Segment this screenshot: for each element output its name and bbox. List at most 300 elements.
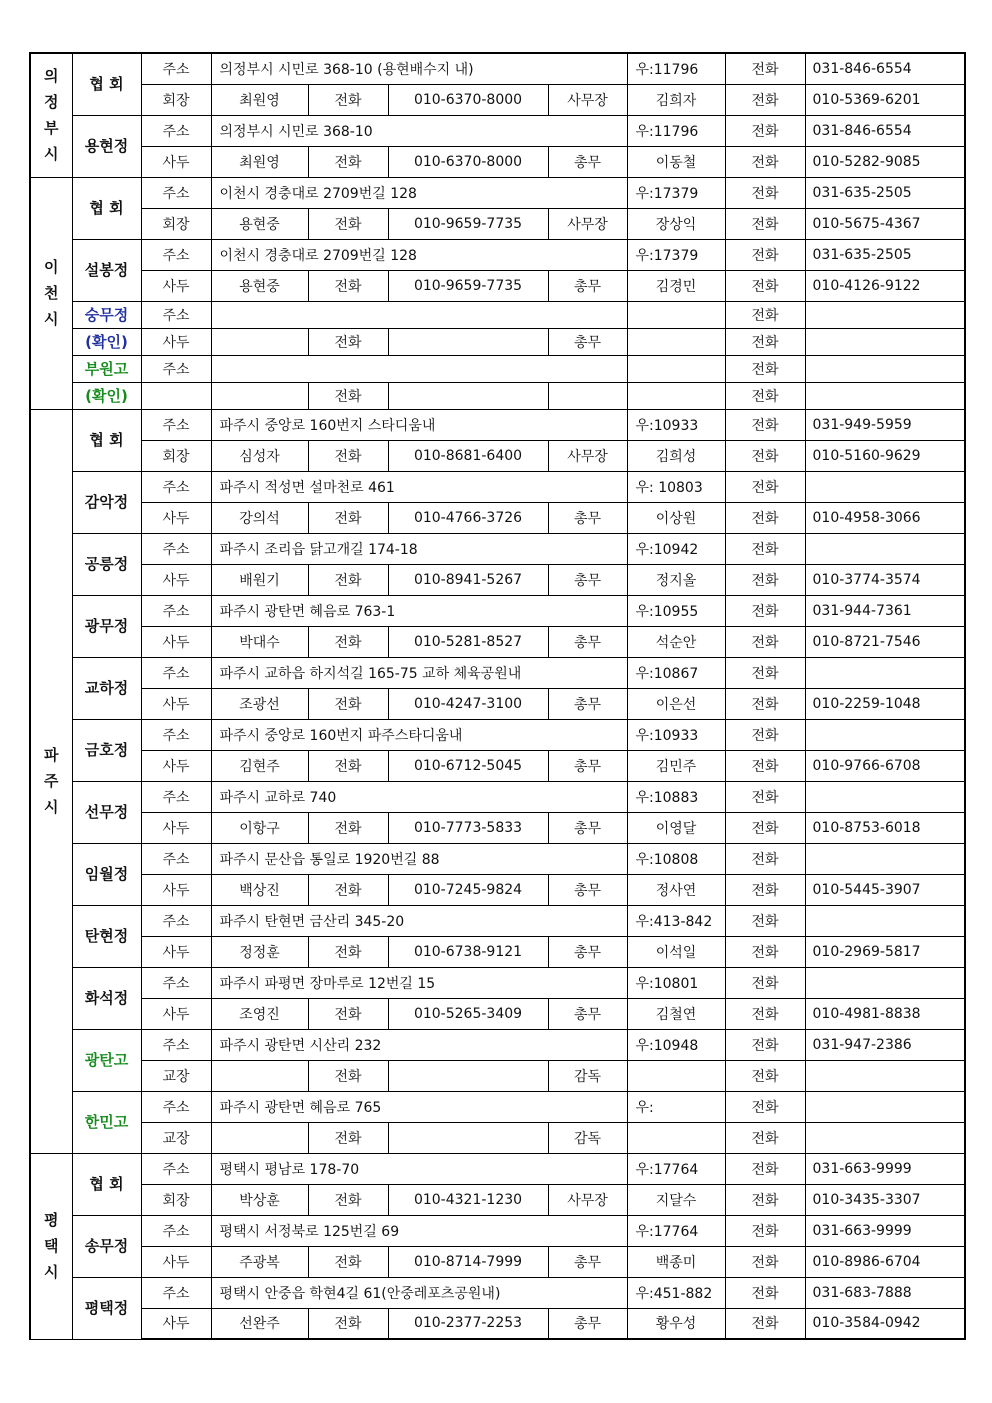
org-name: 임월정: [72, 843, 141, 905]
office-tel-label: 전화: [725, 595, 805, 626]
person1-name: 배원기: [211, 564, 308, 595]
contact-row: [30, 84, 965, 115]
person2-name: 장상익: [627, 208, 725, 239]
phone2-value: 010-2969-5817: [805, 936, 965, 967]
address-value: 평택시 안중읍 학현4길 61(안중레포츠공원내): [211, 1277, 627, 1308]
office-tel-value: [805, 905, 965, 936]
phone1-value: [388, 1060, 548, 1091]
person1-name: 최원영: [211, 84, 308, 115]
role1-label: 사두: [141, 328, 211, 355]
phone1-value: [388, 382, 548, 409]
zip-code: 우:451-882: [627, 1277, 725, 1308]
phone2-label: 전화: [725, 626, 805, 657]
phone2-value: 010-8986-6704: [805, 1246, 965, 1277]
zip-code: [627, 301, 725, 328]
zip-code: 우:413-842: [627, 905, 725, 936]
office-tel-label: 전화: [725, 409, 805, 440]
address-value: 파주시 탄현면 금산리 345-20: [211, 905, 627, 936]
address-row: [30, 115, 965, 146]
address-row: [30, 1277, 965, 1308]
office-tel-value: 031-846-6554: [805, 53, 965, 84]
phone1-label: 전화: [308, 874, 388, 905]
city-cell: [30, 53, 72, 177]
org-name: 광무정: [72, 595, 141, 657]
phone1-value: 010-5265-3409: [388, 998, 548, 1029]
role1-label: 회장: [141, 1184, 211, 1215]
office-tel-label: 전화: [725, 177, 805, 208]
person2-name: 황우성: [627, 1308, 725, 1339]
phone2-value: 010-5282-9085: [805, 146, 965, 177]
phone1-value: 010-7773-5833: [388, 812, 548, 843]
city-cell: [30, 177, 72, 409]
zip-code: 우:11796: [627, 115, 725, 146]
role1-label: 사두: [141, 146, 211, 177]
phone2-value: 010-5369-6201: [805, 84, 965, 115]
role2-label: 총무: [548, 328, 627, 355]
address-label: 주소: [141, 1029, 211, 1060]
org-name: 협 회: [72, 1153, 141, 1215]
address-row: [30, 355, 965, 382]
phone2-value: [805, 1060, 965, 1091]
office-tel-value: 031-949-5959: [805, 409, 965, 440]
role2-label: 사무장: [548, 440, 627, 471]
person2-name: 김희성: [627, 440, 725, 471]
role2-label: 총무: [548, 688, 627, 719]
zip-code: 우:10942: [627, 533, 725, 564]
phone1-label: 전화: [308, 812, 388, 843]
address-row: [30, 1215, 965, 1246]
phone2-label: 전화: [725, 750, 805, 781]
role2-label: 총무: [548, 750, 627, 781]
person2-name: 이동철: [627, 146, 725, 177]
office-tel-label: 전화: [725, 967, 805, 998]
phone2-value: [805, 382, 965, 409]
person1-name: [211, 1060, 308, 1091]
address-row: [30, 53, 965, 84]
address-row: [30, 595, 965, 626]
person1-name: 박상훈: [211, 1184, 308, 1215]
address-row: [30, 905, 965, 936]
phone2-label: 전화: [725, 1184, 805, 1215]
phone2-label: 전화: [725, 874, 805, 905]
org-name: 협 회: [72, 409, 141, 471]
person2-name: 김철연: [627, 998, 725, 1029]
org-status: (확인): [72, 328, 141, 355]
address-label: 주소: [141, 533, 211, 564]
address-value: 평택시 평남로 178-70: [211, 1153, 627, 1184]
directory-body: [30, 53, 965, 1339]
address-label: 주소: [141, 967, 211, 998]
phone1-value: 010-8714-7999: [388, 1246, 548, 1277]
office-tel-value: 031-663-9999: [805, 1153, 965, 1184]
address-value: [211, 355, 627, 382]
person1-name: 정정훈: [211, 936, 308, 967]
address-value: 파주시 광탄면 혜음로 765: [211, 1091, 627, 1122]
address-value: 파주시 적성면 설마천로 461: [211, 471, 627, 502]
office-tel-label: 전화: [725, 905, 805, 936]
contact-row: [30, 626, 965, 657]
contact-row: [30, 874, 965, 905]
office-tel-label: 전화: [725, 355, 805, 382]
office-tel-value: [805, 843, 965, 874]
org-name: 탄현정: [72, 905, 141, 967]
office-tel-value: 031-944-7361: [805, 595, 965, 626]
phone1-value: 010-6370-8000: [388, 84, 548, 115]
office-tel-label: 전화: [725, 53, 805, 84]
phone1-value: 010-4247-3100: [388, 688, 548, 719]
phone1-value: 010-6712-5045: [388, 750, 548, 781]
person2-name: 이영달: [627, 812, 725, 843]
address-label: 주소: [141, 843, 211, 874]
address-row: [30, 657, 965, 688]
phone2-value: 010-5445-3907: [805, 874, 965, 905]
address-label: 주소: [141, 905, 211, 936]
role2-label: 감독: [548, 1060, 627, 1091]
phone2-label: 전화: [725, 936, 805, 967]
address-label: 주소: [141, 177, 211, 208]
person1-name: 조광선: [211, 688, 308, 719]
zip-code: 우:17379: [627, 177, 725, 208]
address-label: 주소: [141, 781, 211, 812]
address-value: 이천시 경충대로 2709번길 128: [211, 239, 627, 270]
role1-label: 회장: [141, 84, 211, 115]
address-row: [30, 1029, 965, 1060]
phone1-label: 전화: [308, 750, 388, 781]
office-tel-label: 전화: [725, 1153, 805, 1184]
phone1-label: 전화: [308, 1308, 388, 1339]
phone1-label: 전화: [308, 936, 388, 967]
zip-code: 우:17764: [627, 1215, 725, 1246]
zip-code: [627, 355, 725, 382]
person2-name: 이은선: [627, 688, 725, 719]
contact-row: [30, 440, 965, 471]
office-tel-value: 031-683-7888: [805, 1277, 965, 1308]
org-name: 공릉정: [72, 533, 141, 595]
phone1-label: 전화: [308, 1122, 388, 1153]
phone1-label: 전화: [308, 502, 388, 533]
phone2-label: 전화: [725, 812, 805, 843]
phone1-value: 010-5281-8527: [388, 626, 548, 657]
phone1-value: 010-6370-8000: [388, 146, 548, 177]
address-label: 주소: [141, 115, 211, 146]
office-tel-value: 031-663-9999: [805, 1215, 965, 1246]
contact-row: [30, 328, 965, 355]
contact-row: [30, 270, 965, 301]
role1-label: 사두: [141, 270, 211, 301]
role2-label: 총무: [548, 270, 627, 301]
org-name: 감악정: [72, 471, 141, 533]
address-value: 파주시 중앙로 160번지 스타디움내: [211, 409, 627, 440]
contact-row: [30, 1184, 965, 1215]
city-name: 평택시: [44, 1211, 59, 1281]
address-value: 의정부시 시민로 368-10: [211, 115, 627, 146]
office-tel-label: 전화: [725, 301, 805, 328]
role1-label: 교장: [141, 1122, 211, 1153]
role2-label: 총무: [548, 998, 627, 1029]
phone1-value: 010-9659-7735: [388, 270, 548, 301]
zip-code: 우:10955: [627, 595, 725, 626]
office-tel-label: 전화: [725, 115, 805, 146]
contact-row: [30, 146, 965, 177]
address-value: 파주시 광탄면 혜음로 763-1: [211, 595, 627, 626]
address-value: 파주시 교하읍 하지석길 165-75 교하 체육공원내: [211, 657, 627, 688]
phone2-label: 전화: [725, 382, 805, 409]
address-value: 이천시 경충대로 2709번길 128: [211, 177, 627, 208]
office-tel-label: 전화: [725, 781, 805, 812]
zip-code: 우:17764: [627, 1153, 725, 1184]
person2-name: 백종미: [627, 1246, 725, 1277]
phone1-label: 전화: [308, 564, 388, 595]
address-label: 주소: [141, 1153, 211, 1184]
role1-label: 사두: [141, 1246, 211, 1277]
address-value: 파주시 광탄면 시산리 232: [211, 1029, 627, 1060]
person1-name: [211, 328, 308, 355]
role2-label: 사무장: [548, 208, 627, 239]
phone1-label: 전화: [308, 1060, 388, 1091]
org-name: 금호정: [72, 719, 141, 781]
phone2-label: 전화: [725, 1122, 805, 1153]
phone1-label: 전화: [308, 1184, 388, 1215]
office-tel-value: 031-635-2505: [805, 239, 965, 270]
phone2-value: 010-3584-0942: [805, 1308, 965, 1339]
org-name: 화석정: [72, 967, 141, 1029]
person1-name: [211, 382, 308, 409]
person2-name: 정지올: [627, 564, 725, 595]
person2-name: [627, 382, 725, 409]
office-tel-value: 031-846-6554: [805, 115, 965, 146]
address-label: 주소: [141, 657, 211, 688]
city-name: 의정부시: [44, 67, 59, 164]
phone2-value: [805, 328, 965, 355]
person1-name: [211, 1122, 308, 1153]
office-tel-label: 전화: [725, 1029, 805, 1060]
address-row: [30, 409, 965, 440]
role2-label: 총무: [548, 626, 627, 657]
phone2-label: 전화: [725, 146, 805, 177]
person2-name: [627, 1122, 725, 1153]
city-cell: [30, 409, 72, 1153]
address-row: [30, 781, 965, 812]
address-row: [30, 1091, 965, 1122]
address-value: 파주시 파평면 장마루로 12번길 15: [211, 967, 627, 998]
role1-label: [141, 382, 211, 409]
person1-name: 박대수: [211, 626, 308, 657]
address-label: 주소: [141, 1215, 211, 1246]
address-value: [211, 301, 627, 328]
role1-label: 사두: [141, 812, 211, 843]
office-tel-value: [805, 533, 965, 564]
zip-code: 우:10933: [627, 409, 725, 440]
person2-name: 김경민: [627, 270, 725, 301]
phone2-label: 전화: [725, 328, 805, 355]
contact-row: [30, 688, 965, 719]
phone2-value: 010-9766-6708: [805, 750, 965, 781]
phone2-value: 010-4126-9122: [805, 270, 965, 301]
role1-label: 교장: [141, 1060, 211, 1091]
phone1-value: 010-6738-9121: [388, 936, 548, 967]
address-row: [30, 301, 965, 328]
phone2-label: 전화: [725, 1060, 805, 1091]
city-name: 이천시: [44, 258, 59, 328]
org-name: 평택정: [72, 1277, 141, 1339]
role2-label: 사무장: [548, 84, 627, 115]
phone2-value: 010-2259-1048: [805, 688, 965, 719]
address-value: 파주시 교하로 740: [211, 781, 627, 812]
phone1-label: 전화: [308, 998, 388, 1029]
person2-name: 지달수: [627, 1184, 725, 1215]
zip-code: 우:10933: [627, 719, 725, 750]
contact-row: [30, 1060, 965, 1091]
role1-label: 사두: [141, 874, 211, 905]
person2-name: 김민주: [627, 750, 725, 781]
phone1-value: 010-7245-9824: [388, 874, 548, 905]
zip-code: 우:: [627, 1091, 725, 1122]
role2-label: [548, 382, 627, 409]
contact-row: [30, 1246, 965, 1277]
office-tel-label: 전화: [725, 239, 805, 270]
address-row: [30, 239, 965, 270]
org-status: (확인): [72, 382, 141, 409]
address-row: [30, 843, 965, 874]
person2-name: 이석일: [627, 936, 725, 967]
office-tel-value: [805, 471, 965, 502]
zip-code: 우: 10803: [627, 471, 725, 502]
address-row: [30, 471, 965, 502]
office-tel-value: [805, 967, 965, 998]
phone2-label: 전화: [725, 564, 805, 595]
role1-label: 사두: [141, 688, 211, 719]
person1-name: 주광복: [211, 1246, 308, 1277]
person2-name: 이상원: [627, 502, 725, 533]
contact-row: [30, 1122, 965, 1153]
phone2-value: 010-4981-8838: [805, 998, 965, 1029]
phone1-value: 010-8941-5267: [388, 564, 548, 595]
phone1-value: [388, 328, 548, 355]
phone2-value: 010-8753-6018: [805, 812, 965, 843]
person1-name: 심성자: [211, 440, 308, 471]
role2-label: 총무: [548, 812, 627, 843]
person1-name: 용현중: [211, 270, 308, 301]
org-name: 부원고: [72, 355, 141, 382]
address-value: 파주시 중앙로 160번지 파주스타디움내: [211, 719, 627, 750]
address-label: 주소: [141, 1091, 211, 1122]
phone1-value: 010-2377-2253: [388, 1308, 548, 1339]
role1-label: 회장: [141, 208, 211, 239]
office-tel-value: 031-635-2505: [805, 177, 965, 208]
person2-name: [627, 328, 725, 355]
office-tel-value: [805, 719, 965, 750]
phone1-value: [388, 1122, 548, 1153]
role1-label: 사두: [141, 750, 211, 781]
org-name: 용현정: [72, 115, 141, 177]
phone1-label: 전화: [308, 146, 388, 177]
phone2-label: 전화: [725, 1246, 805, 1277]
office-tel-label: 전화: [725, 657, 805, 688]
address-value: 의정부시 시민로 368-10 (용현배수지 내): [211, 53, 627, 84]
role2-label: 총무: [548, 1246, 627, 1277]
contact-row: [30, 382, 965, 409]
person1-name: 최원영: [211, 146, 308, 177]
phone2-label: 전화: [725, 688, 805, 719]
contact-row: [30, 564, 965, 595]
role1-label: 사두: [141, 626, 211, 657]
office-tel-label: 전화: [725, 843, 805, 874]
role2-label: 총무: [548, 1308, 627, 1339]
zip-code: 우:10867: [627, 657, 725, 688]
zip-code: 우:10801: [627, 967, 725, 998]
office-tel-value: [805, 781, 965, 812]
contact-row: [30, 936, 965, 967]
zip-code: 우:10948: [627, 1029, 725, 1060]
address-value: 파주시 조리읍 닭고개길 174-18: [211, 533, 627, 564]
phone2-label: 전화: [725, 998, 805, 1029]
address-label: 주소: [141, 719, 211, 750]
office-tel-value: [805, 355, 965, 382]
org-name: 협 회: [72, 177, 141, 239]
address-row: [30, 177, 965, 208]
contact-row: [30, 502, 965, 533]
person1-name: 백상진: [211, 874, 308, 905]
person1-name: 용현중: [211, 208, 308, 239]
person2-name: [627, 1060, 725, 1091]
phone1-label: 전화: [308, 208, 388, 239]
office-tel-label: 전화: [725, 719, 805, 750]
phone2-label: 전화: [725, 270, 805, 301]
role1-label: 사두: [141, 564, 211, 595]
phone1-value: 010-4766-3726: [388, 502, 548, 533]
org-name: 선무정: [72, 781, 141, 843]
phone2-label: 전화: [725, 208, 805, 239]
phone2-label: 전화: [725, 440, 805, 471]
contact-row: [30, 750, 965, 781]
role1-label: 사두: [141, 1308, 211, 1339]
address-label: 주소: [141, 595, 211, 626]
person1-name: 김현주: [211, 750, 308, 781]
phone2-value: 010-5675-4367: [805, 208, 965, 239]
phone2-value: 010-3774-3574: [805, 564, 965, 595]
office-tel-value: [805, 301, 965, 328]
org-name: 협 회: [72, 53, 141, 115]
role2-label: 총무: [548, 146, 627, 177]
zip-code: 우:10883: [627, 781, 725, 812]
person2-name: 석순안: [627, 626, 725, 657]
address-row: [30, 967, 965, 998]
role2-label: 총무: [548, 874, 627, 905]
address-label: 주소: [141, 1277, 211, 1308]
contact-row: [30, 208, 965, 239]
office-tel-label: 전화: [725, 471, 805, 502]
person1-name: 이항구: [211, 812, 308, 843]
office-tel-value: 031-947-2386: [805, 1029, 965, 1060]
contact-row: [30, 812, 965, 843]
address-value: 파주시 문산읍 통일로 1920번길 88: [211, 843, 627, 874]
zip-code: 우:11796: [627, 53, 725, 84]
address-row: [30, 1153, 965, 1184]
role2-label: 총무: [548, 936, 627, 967]
org-name: 한민고: [72, 1091, 141, 1153]
phone1-label: 전화: [308, 440, 388, 471]
phone1-label: 전화: [308, 84, 388, 115]
org-name: 광탄고: [72, 1029, 141, 1091]
phone2-label: 전화: [725, 502, 805, 533]
address-row: [30, 719, 965, 750]
phone1-label: 전화: [308, 626, 388, 657]
address-label: 주소: [141, 355, 211, 382]
zip-code: 우:17379: [627, 239, 725, 270]
office-tel-value: [805, 1091, 965, 1122]
phone2-value: 010-4958-3066: [805, 502, 965, 533]
phone1-label: 전화: [308, 270, 388, 301]
